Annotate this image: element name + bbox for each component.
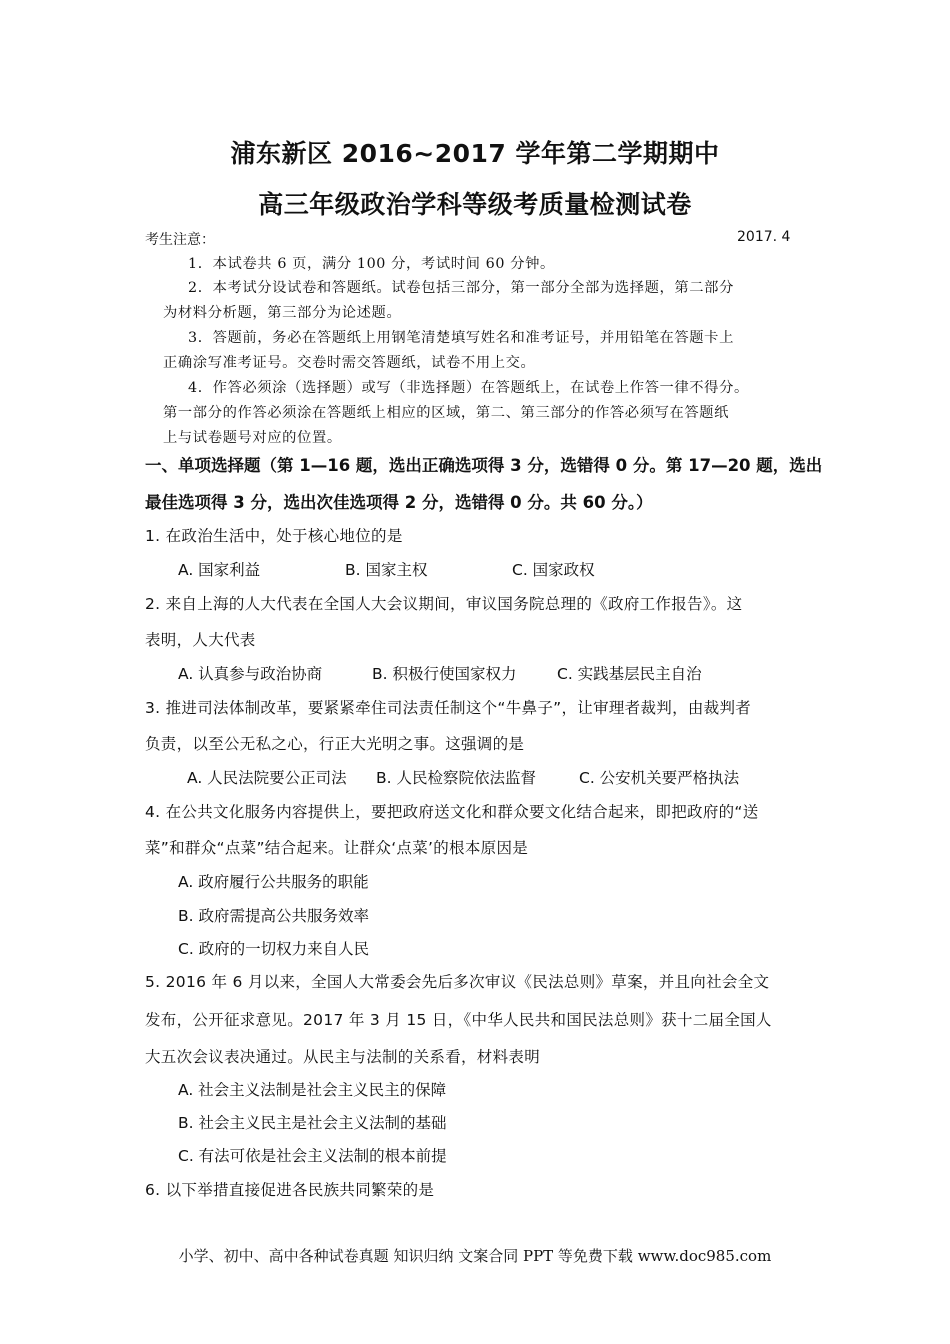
question-6-stem: 6. 以下举措直接促进各民族共同繁荣的是	[145, 1181, 435, 1199]
question-4-option-a: A. 政府履行公共服务的职能	[178, 873, 369, 891]
question-2-option-c: C. 实践基层民主自治	[557, 665, 702, 683]
notice-heading: 考生注意：	[145, 232, 215, 248]
question-5-option-c: C. 有法可依是社会主义法制的根本前提	[178, 1147, 447, 1165]
exam-title-line2: 高三年级政治学科等级考质量检测试卷	[258, 190, 692, 219]
question-2-stem-line2: 表明，人大代表	[145, 631, 256, 649]
notice-line: 上与试卷题号对应的位置。	[163, 430, 342, 446]
question-4-option-b: B. 政府需提高公共服务效率	[178, 907, 369, 925]
question-3-option-a: A. 人民法院要公正司法	[187, 769, 347, 787]
notice-line: 为材料分析题，第三部分为论述题。	[163, 305, 402, 321]
question-3-option-c: C. 公安机关要严格执法	[579, 769, 740, 787]
question-4-stem-line1: 4. 在公共文化服务内容提供上，要把政府送文化和群众要文化结合起来，即把政府的“送	[145, 803, 759, 821]
footer-text: 小学、初中、高中各种试卷真题 知识归纳 文案合同 PPT 等免费下载 www.doc985.com	[178, 1247, 772, 1265]
notice-line: 2．本考试分设试卷和答题纸。试卷包括三部分，第一部分全部为选择题，第二部分	[188, 280, 734, 296]
notice-line: 3．答题前，务必在答题纸上用钢笔清楚填写姓名和准考证号，并用铅笔在答题卡上	[188, 330, 734, 346]
question-1-option-b: B. 国家主权	[345, 561, 428, 579]
question-5-option-b: B. 社会主义民主是社会主义法制的基础	[178, 1114, 447, 1132]
notice-line: 4．作答必须涂（选择题）或写（非选择题）在答题纸上，在试卷上作答一律不得分。	[188, 380, 749, 396]
exam-title-line1: 浦东新区 2016~2017 学年第二学期期中	[230, 139, 720, 168]
question-2-option-b: B. 积极行使国家权力	[372, 665, 517, 683]
question-4-option-c: C. 政府的一切权力来自人民	[178, 940, 370, 958]
exam-date: 2017. 4	[737, 229, 791, 245]
notice-line: 正确涂写准考证号。交卷时需交答题纸，试卷不用上交。	[163, 355, 536, 371]
question-5-stem-line3: 大五次会议表决通过。从民主与法制的关系看，材料表明	[145, 1048, 541, 1066]
question-5-stem-line1: 5. 2016 年 6 月以来，全国人大常委会先后多次审议《民法总则》草案，并且向社会全文	[145, 973, 770, 991]
question-1-option-c: C. 国家政权	[512, 561, 595, 579]
notice-line: 第一部分的作答必须涂在答题纸上相应的区域，第二、第三部分的作答必须写在答题纸	[163, 405, 730, 421]
question-5-option-a: A. 社会主义法制是社会主义民主的保障	[178, 1081, 447, 1099]
question-3-stem-line2: 负责，以至公无私之心，行正大光明之事。这强调的是	[145, 735, 525, 753]
question-2-option-a: A. 认真参与政治协商	[178, 665, 323, 683]
section-heading-line1: 一、单项选择题（第 1—16 题，选出正确选项得 3 分，选错得 0 分。第 17—20 题，选出	[145, 456, 823, 475]
question-2-stem-line1: 2. 来自上海的人大代表在全国人大会议期间，审议国务院总理的《政府工作报告》。这	[145, 595, 743, 613]
question-3-stem-line1: 3. 推进司法体制改革，要紧紧牵住司法责任制这个“牛鼻子”，让审理者裁判，由裁判者	[145, 699, 752, 717]
question-1-option-a: A. 国家利益	[178, 561, 261, 579]
notice-line: 1．本试卷共 6 页，满分 100 分，考试时间 60 分钟。	[188, 256, 555, 272]
question-4-stem-line2: 菜”和群众“点菜”结合起来。让群众‘点菜’的根本原因是	[145, 839, 529, 857]
section-heading-line2: 最佳选项得 3 分，选出次佳选项得 2 分，选错得 0 分。共 60 分。）	[145, 493, 653, 512]
question-3-option-b: B. 人民检察院依法监督	[376, 769, 536, 787]
question-5-stem-line2: 发布，公开征求意见。2017 年 3 月 15 日，《中华人民共和国民法总则》获十二届全国人	[145, 1011, 772, 1029]
question-1-stem: 1. 在政治生活中，处于核心地位的是	[145, 527, 403, 545]
